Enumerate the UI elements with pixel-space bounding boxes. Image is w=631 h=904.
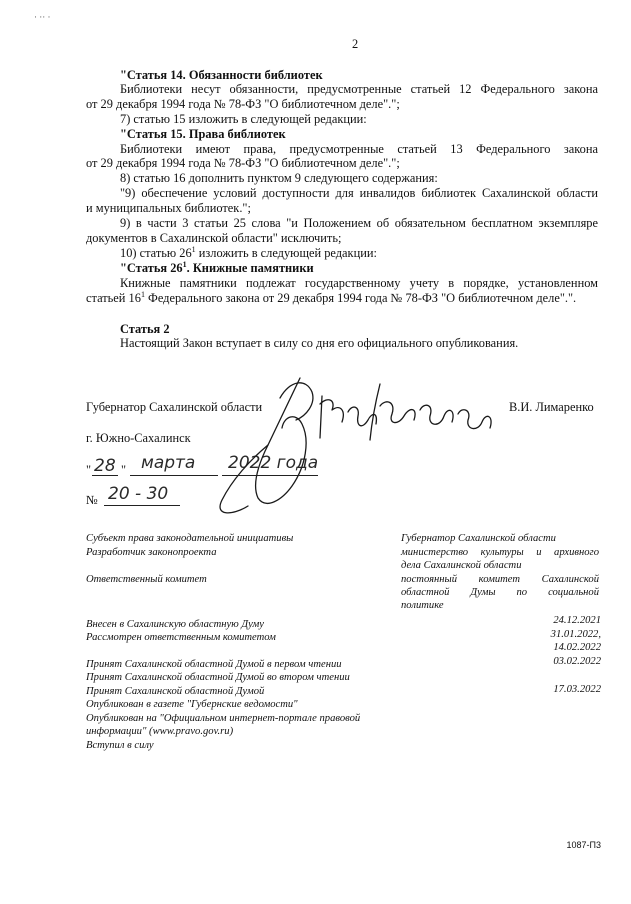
amendment-item-8: 8) статью 16 дополнить пунктом 9 следующего содержания: xyxy=(120,171,438,185)
committee-review-date2: 14.02.2022 xyxy=(553,642,601,653)
date-quote-open: " xyxy=(86,463,92,477)
responsible-committee-value-line3: политике xyxy=(401,600,444,611)
submitted-label: Внесен в Сахалинскую областную Думу xyxy=(86,619,264,630)
article-26-1-text-line1: Книжные памятники подлежат государственному учету в порядке, установленном xyxy=(120,276,598,290)
article-2-title: Статья 2 xyxy=(120,322,170,336)
adopted-date: 17.03.2022 xyxy=(553,684,601,695)
amendment-item-7: 7) статью 15 изложить в следующей редакции: xyxy=(120,112,367,126)
entered-into-force-label: Вступил в силу xyxy=(86,740,154,751)
bill-developer-value-line2: дела Сахалинской области xyxy=(401,560,522,571)
date-month-handwritten: марта xyxy=(141,453,196,473)
document-code: 1087-П3 xyxy=(566,840,601,850)
number-handwritten: 20 - 30 xyxy=(108,484,169,504)
amendment-item-8-quote-line1: "9) обеспечение условий доступности для инвалидов библиотек Сахалинской области xyxy=(120,186,598,200)
responsible-committee-value-line1: постоянный комитет Сахалинской xyxy=(401,574,599,585)
scan-marks: · ·· · xyxy=(34,12,51,22)
published-portal-label-line2: информации" (www.pravo.gov.ru) xyxy=(86,726,234,737)
article-14-text-line2: от 29 декабря 1994 года № 78-ФЗ "О библиотечном деле"."; xyxy=(86,97,400,111)
page-number: 2 xyxy=(352,37,359,51)
date-day-handwritten: 28 xyxy=(94,456,116,476)
submitted-date: 24.12.2021 xyxy=(553,615,601,626)
bill-developer-value-line1: министерство культуры и архивного xyxy=(401,547,599,558)
article-15-title: "Статья 15. Права библиотек xyxy=(120,127,286,141)
committee-review-date1: 31.01.2022, xyxy=(550,629,601,640)
number-sign: № xyxy=(86,493,98,507)
article-26-1-text-line2: статьей $16^1$ Федерального закона от 29 декабря 1994 года № 78-ФЗ "О библиотечном деле".". xyxy=(86,289,577,305)
article-2-text: Настоящий Закон вступает в силу со дня его официального опубликования. xyxy=(120,336,519,350)
city-name: г. Южно-Сахалинск xyxy=(86,431,191,445)
date-quote-close: " xyxy=(121,463,127,477)
amendment-item-8-quote-line2: и муниципальных библиотек."; xyxy=(86,201,251,215)
published-portal-label-line1: Опубликован на "Официальном интернет-портале правовой xyxy=(86,713,361,724)
first-reading-label: Принят Сахалинской областной Думой в первом чтении xyxy=(86,659,342,670)
amendment-item-10: 10) статью $26^1$ изложить в следующей редакции: xyxy=(120,244,377,260)
published-newspaper-label: Опубликован в газете "Губернские ведомости" xyxy=(86,699,298,710)
article-14-title: "Статья 14. Обязанности библиотек xyxy=(120,68,323,82)
article-15-text-line1: Библиотеки имеют права, предусмотренные статьей 13 Федерального закона xyxy=(120,142,598,156)
governor-title: Губернатор Сахалинской области xyxy=(86,400,263,414)
date-year-handwritten: 2022 года xyxy=(228,453,319,473)
first-reading-date: 03.02.2022 xyxy=(553,656,601,667)
article-26-1-title: "Статья $26^1$. Книжные памятники xyxy=(120,259,314,275)
second-reading-label: Принят Сахалинской областной Думой во втором чтении xyxy=(86,672,350,683)
amendment-item-9-line2: документов в Сахалинской области" исключить; xyxy=(86,231,342,245)
article-15-text-line2: от 29 декабря 1994 года № 78-ФЗ "О библиотечном деле"."; xyxy=(86,156,400,170)
governor-name: В.И. Лимаренко xyxy=(509,400,594,414)
article-14-text-line1: Библиотеки несут обязанности, предусмотренные статьей 12 Федерального закона xyxy=(120,82,598,96)
responsible-committee-value-line2: областной Думы по социальной xyxy=(401,587,599,598)
committee-review-label: Рассмотрен ответственным комитетом xyxy=(86,632,276,643)
bill-developer-label: Разработчик законопроекта xyxy=(86,547,217,558)
responsible-committee-label: Ответственный комитет xyxy=(86,574,207,585)
legislative-initiative-value: Губернатор Сахалинской области xyxy=(401,533,556,544)
legislative-initiative-label: Субъект права законодательной инициативы xyxy=(86,533,294,544)
adopted-label: Принят Сахалинской областной Думой xyxy=(86,686,265,697)
amendment-item-9-line1: 9) в части 3 статьи 25 слова "и Положением об обязательном бесплатном экземпляре xyxy=(120,216,598,230)
